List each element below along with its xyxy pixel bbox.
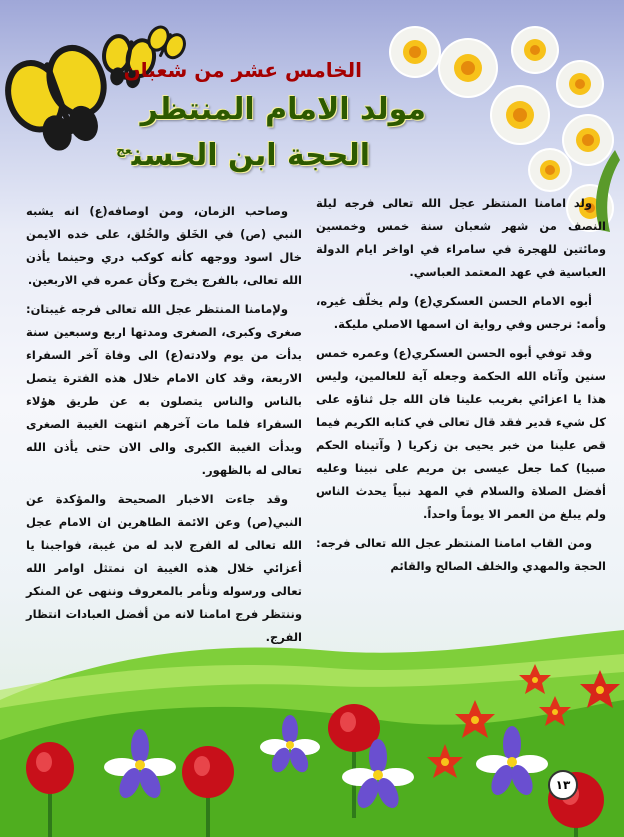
article-paragraph: وقد توفي أبوه الحسن العسكري(ع) وعمره خمس سنين وآتاه الله الحكمة وجعله آية للعالمين، وليس هذا يا اعزائي بغريب علينا فان الله جل ثناؤه على كل شيء قدير فقد قال تعالى في كتابه الكريم فيما قص علينا من خبر يحيى بن زكريا ( وآتيناه الحكم صبيا) كما جعل عيسى بن مريم على نبينا وعليه أفضل الصلاة والسلام في المهد نبياً يحدث الناس ولم يبلغ من العمر الا يوماً واحداً. [316,346,606,521]
daffodil-flower-5 [490,85,550,145]
page-title-line-2 [116,138,370,173]
daffodil-flower-2 [438,38,498,98]
daffodil-flower-7 [528,148,572,192]
article-paragraph: ولد امامنا المنتظر عجل الله تعالى فرجه ليلة النصف من شهر شعبان سنة خمس وخمسين ومائتين للهجرة في سامراء في اواخر ايام الدولة العباسية في عهد المعتمد العباسي. [316,196,606,279]
page-title-honorific: عج [116,143,132,157]
article-paragraph: أبوه الامام الحسن العسكري(ع) ولم يخلّف غيره، وأمه: نرجس وفي رواية ان اسمها الاصلي مليكة. [316,294,606,331]
page-number: ١٣ [548,770,578,800]
article-column-right [316,192,606,584]
header-label: الخامس عشر من شعبان [123,58,362,82]
page-title-line-1: مولد الامام المنتظر [140,92,426,127]
article-paragraph: ولإمامنا المنتظر عجل الله تعالى فرجه غيبتان: صغرى وكبرى، الصغرى ومدتها اربع وسبعين سنة بدأت من يوم ولادته(ع) الى وفاة آخر السفراء الاربعة، وقد كان الامام خلال هذه الفترة يتصل بالناس والناس يتصلون به عن طريق هؤلاء السفراء فلما مات آخرهم انتهت الغيبة الصغرى وبدأت الغيبة الكبرى والى الان حتى يأذن الله تعالى له بالظهور. [26,302,302,477]
article-paragraph: وصاحب الزمان، ومن اوصافه(ع) انه يشبه النبي (ص) في الخَلق والخُلق، على خده الايمن خال اسود ووجهه كأنه كوكب دري وحينما يأذن الله تعالى، بالفرج يخرج وكأن عمره في الاربعين. [26,204,302,287]
daffodil-flower-6 [562,114,614,166]
daffodil-flower-4 [556,60,604,108]
daffodil-flower-1 [389,26,441,78]
page-title-name: الحجة ابن الحسن [131,138,370,173]
article-paragraph: ومن القاب امامنا المنتظر عجل الله تعالى فرجه: الحجة والمهدي والخلف الصالح والقائم [316,536,606,573]
daffodil-flower-3 [511,26,559,74]
article-column-left [26,200,302,655]
article-paragraph: وقد جاءت الاخبار الصحيحة والمؤكدة عن النبي(ص) وعن الائمة الطاهرين ان الامام عجل الله تعالى له الفرج لابد له من غيبة، فواجبنا يا أعزائي خلال هذه الغيبة ان نمتثل اوامر الله تعالى ورسوله ونأمر بالمعروف وننهى عن المنكر وننتظر فرج امامنا لانه من أفضل العبادات انتظار الفرج. [26,492,302,644]
